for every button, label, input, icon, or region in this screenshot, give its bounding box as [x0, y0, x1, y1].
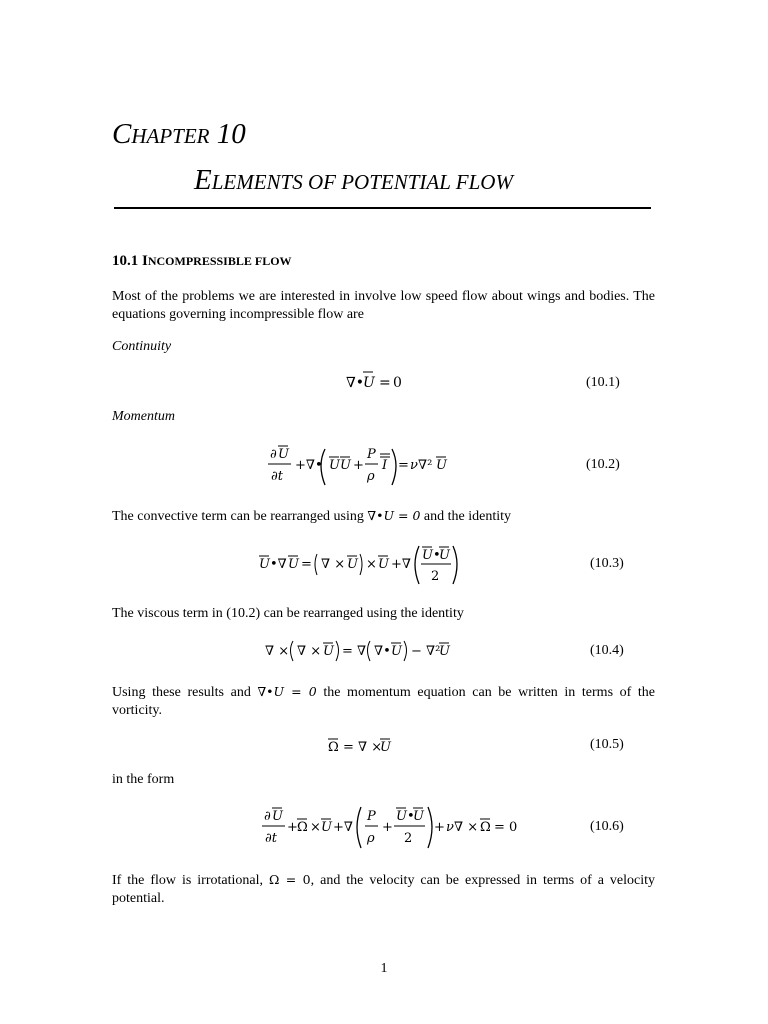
- svg-text:•: •: [407, 809, 415, 824]
- svg-text:2: 2: [431, 569, 440, 584]
- svg-text:∇•: ∇•: [346, 375, 365, 391]
- svg-text:ρ: ρ: [367, 831, 375, 846]
- svg-text:U: U: [363, 375, 375, 391]
- svg-text:∂t: ∂t: [271, 469, 283, 484]
- svg-text:=: =: [379, 375, 391, 391]
- inline-divergence-equation: ∇•U = 0: [367, 508, 421, 523]
- svg-text:+∇: +∇: [391, 557, 411, 572]
- svg-text:•∇: •∇: [270, 557, 287, 572]
- svg-text:= 0: = 0: [494, 820, 518, 835]
- form-paragraph: in the form: [112, 772, 175, 787]
- svg-text:= ∇: = ∇: [342, 644, 367, 659]
- svg-text:U: U: [439, 644, 450, 659]
- svg-text:I: I: [382, 458, 388, 473]
- svg-text:×: ×: [366, 557, 377, 572]
- svg-text:=: =: [398, 458, 409, 473]
- svg-text:0: 0: [393, 375, 402, 391]
- svg-text:•: •: [433, 548, 441, 563]
- equation-10-1: [330, 366, 450, 396]
- svg-text:U: U: [422, 548, 433, 563]
- svg-text:U: U: [272, 809, 283, 824]
- svg-text:∇ ×: ∇ ×: [321, 557, 346, 572]
- convective-paragraph: [112, 507, 655, 526]
- heading-rule: [114, 207, 651, 209]
- equation-number-10-3: (10.3): [590, 556, 624, 571]
- svg-text:U: U: [323, 644, 334, 659]
- equation-number-10-6: (10.6): [590, 819, 624, 834]
- svg-text:=: =: [301, 557, 312, 572]
- svg-text:+∇: +∇: [333, 820, 353, 835]
- svg-text:+: +: [353, 458, 364, 473]
- chapter-heading: [112, 118, 246, 151]
- svg-text:ρ: ρ: [367, 469, 375, 484]
- irrot-text-before: If the flow is irrotational,: [112, 873, 263, 888]
- equation-number-10-1: (10.1): [586, 375, 620, 390]
- svg-text:U: U: [378, 557, 389, 572]
- svg-text:U: U: [380, 740, 391, 755]
- svg-text:U: U: [278, 447, 289, 462]
- equation-10-6: [258, 800, 523, 854]
- continuity-label: Continuity: [112, 339, 172, 354]
- momentum-label: Momentum: [112, 409, 175, 424]
- svg-text:∇ ×: ∇ ×: [297, 644, 322, 659]
- svg-text:U: U: [321, 820, 332, 835]
- section-number: 10.1: [112, 253, 139, 269]
- intro-paragraph: Most of the problems we are interested in involve low speed flow about wings and bodies. The equations governing incompressible flow are: [112, 289, 655, 322]
- svg-text:+: +: [434, 820, 445, 835]
- section-heading: 10.1 INCOMPRESSIBLE FLOW: [112, 253, 292, 269]
- svg-text:Ω: Ω: [480, 820, 491, 835]
- svg-text:+: +: [382, 820, 393, 835]
- svg-text:∂t: ∂t: [265, 831, 277, 846]
- equation-10-2: [262, 437, 462, 493]
- results-text-before: Using these results and: [112, 685, 251, 700]
- svg-text:= ∇ ×: = ∇ ×: [343, 740, 383, 755]
- equation-10-3: [255, 538, 475, 590]
- svg-text:∇ ×: ∇ ×: [454, 820, 479, 835]
- irrotational-paragraph: [112, 871, 655, 908]
- equation-10-5: [324, 732, 414, 760]
- svg-text:P: P: [367, 809, 376, 824]
- section-title-rest: NCOMPRESSIBLE FLOW: [147, 254, 292, 268]
- inline-omega-equation: Ω = 0: [268, 872, 311, 887]
- svg-text:P: P: [367, 447, 376, 462]
- convective-text-before: The convective term can be rearranged using: [112, 509, 364, 524]
- svg-text:U: U: [391, 644, 402, 659]
- equation-number-10-4: (10.4): [590, 643, 624, 658]
- svg-text:− ∇²: − ∇²: [411, 644, 441, 659]
- page-number: 1: [380, 961, 388, 976]
- svg-text:U: U: [259, 557, 270, 572]
- svg-text:U: U: [413, 809, 424, 824]
- equation-number-10-5: (10.5): [590, 737, 624, 752]
- svg-text:U: U: [396, 809, 407, 824]
- convective-text-after: and the identity: [423, 509, 511, 524]
- chapter-number: 10: [216, 118, 246, 150]
- svg-text:+∇•: +∇•: [295, 458, 323, 473]
- svg-text:UU: UU: [329, 458, 351, 473]
- viscous-paragraph: The viscous term in (10.2) can be rearranged using the identity: [112, 606, 464, 621]
- svg-text:ν: ν: [446, 820, 454, 835]
- svg-text:Ω: Ω: [328, 740, 339, 755]
- results-text-after: the momentum equation can be written in terms of the vorticity.: [112, 685, 656, 718]
- results-paragraph: [112, 683, 655, 720]
- svg-text:×: ×: [310, 820, 321, 835]
- equation-10-4: [262, 634, 462, 666]
- svg-text:∇•: ∇•: [374, 644, 391, 659]
- svg-text:U: U: [439, 548, 450, 563]
- chapter-subtitle: [194, 164, 513, 197]
- subtitle-first: E: [194, 164, 212, 196]
- svg-text:∇ ×: ∇ ×: [265, 644, 290, 659]
- inline-divergence-equation-2: ∇•U = 0: [257, 684, 317, 699]
- svg-text:Ω: Ω: [297, 820, 308, 835]
- irrot-text-after: , and the velocity can be expressed in terms of a velocity potential.: [112, 873, 655, 906]
- equation-number-10-2: (10.2): [586, 457, 620, 472]
- svg-text:∂: ∂: [264, 809, 271, 824]
- svg-text:+: +: [287, 820, 298, 835]
- svg-text:ν: ν: [410, 458, 418, 473]
- chapter-title-first: C: [112, 118, 132, 150]
- svg-text:2: 2: [404, 831, 413, 846]
- svg-text:U: U: [436, 458, 447, 473]
- svg-text:∇²: ∇²: [418, 458, 433, 473]
- svg-text:U: U: [347, 557, 358, 572]
- subtitle-rest: LEMENTS OF POTENTIAL FLOW: [211, 170, 513, 194]
- chapter-title-rest: HAPTER: [131, 124, 210, 148]
- svg-text:∂: ∂: [270, 447, 277, 462]
- svg-text:U: U: [288, 557, 299, 572]
